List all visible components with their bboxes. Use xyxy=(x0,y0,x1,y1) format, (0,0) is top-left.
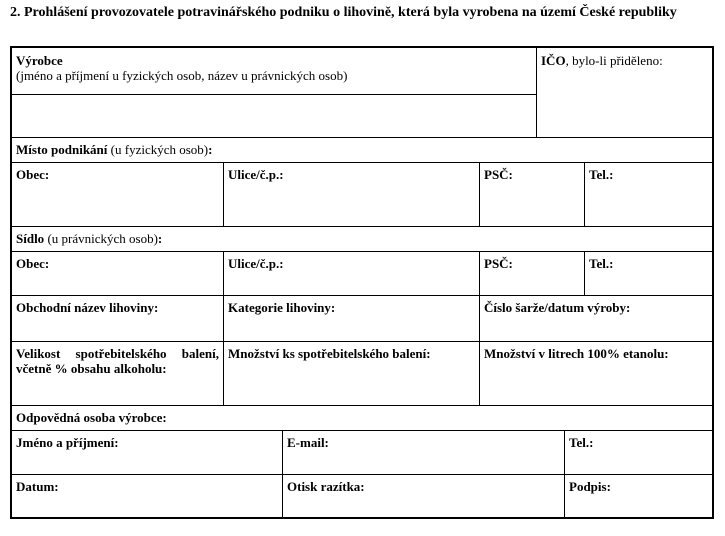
divider xyxy=(12,405,712,406)
divider xyxy=(223,295,224,405)
business-municipality-field: Obec: xyxy=(16,167,50,182)
divider xyxy=(223,251,224,295)
divider xyxy=(12,341,712,342)
divider xyxy=(12,137,712,138)
divider xyxy=(564,430,565,519)
business-street-field: Ulice/č.p.: xyxy=(228,167,284,182)
divider xyxy=(479,295,480,405)
stamp-field: Otisk razítka: xyxy=(287,479,365,494)
divider xyxy=(282,430,283,519)
registered-office-hint: (u právnických osob) xyxy=(44,231,158,246)
business-postcode-field: PSČ: xyxy=(484,167,513,182)
divider xyxy=(479,251,480,295)
batch-number-field: Číslo šarže/datum výroby: xyxy=(484,300,631,315)
manufacturer-label-text: Výrobce xyxy=(16,53,63,68)
ethanol-litres-field: Množství v litrech 100% etanolu: xyxy=(484,346,669,361)
divider xyxy=(536,48,537,137)
divider xyxy=(12,295,712,296)
colon: : xyxy=(157,231,163,246)
divider xyxy=(584,162,585,226)
declaration-form xyxy=(10,46,714,519)
package-size-field xyxy=(16,346,219,376)
office-phone-field: Tel.: xyxy=(589,256,614,271)
place-of-business-label-text: Místo podnikání xyxy=(16,142,108,157)
divider xyxy=(12,251,712,252)
package-size-line-2: včetně % obsahu alkoholu: xyxy=(16,361,167,376)
office-postcode-field: PSČ: xyxy=(484,256,513,271)
spirit-category-field: Kategorie lihoviny: xyxy=(228,300,336,315)
office-street-field: Ulice/č.p.: xyxy=(228,256,284,271)
ico-label xyxy=(541,53,663,68)
responsible-phone-field: Tel.: xyxy=(569,435,594,450)
divider xyxy=(12,474,712,475)
divider xyxy=(584,251,585,295)
colon: : xyxy=(208,142,213,157)
divider xyxy=(12,94,536,95)
form-section-title: 2. Prohlášení provozovatele potravinářského podniku o lihovině, která byla vyrobena na území České republiky xyxy=(10,5,677,20)
business-phone-field: Tel.: xyxy=(589,167,614,182)
place-of-business-hint: (u fyzických osob) xyxy=(107,142,209,157)
registered-office-label xyxy=(16,231,162,246)
responsible-person-label: Odpovědná osoba výrobce: xyxy=(16,410,167,425)
divider xyxy=(12,226,712,227)
package-size-line-1: Velikost spotřebitelského balení, xyxy=(16,346,219,361)
ico-hint: , bylo-li přiděleno: xyxy=(565,53,663,68)
signature-field: Podpis: xyxy=(569,479,611,494)
office-municipality-field: Obec: xyxy=(16,256,50,271)
ico-label-text: IČO xyxy=(541,53,566,68)
full-name-field: Jméno a příjmení: xyxy=(16,435,119,450)
divider xyxy=(12,162,712,163)
spirit-trade-name-field: Obchodní název lihoviny: xyxy=(16,300,159,315)
divider xyxy=(12,430,712,431)
email-field: E-mail: xyxy=(287,435,329,450)
manufacturer-label xyxy=(16,53,347,83)
date-field: Datum: xyxy=(16,479,59,494)
manufacturer-hint: (jméno a příjmení u fyzických osob, název u právnických osob) xyxy=(16,68,348,83)
divider xyxy=(223,162,224,226)
divider xyxy=(479,162,480,226)
package-count-field: Množství ks spotřebitelského balení: xyxy=(228,346,431,361)
registered-office-label-text: Sídlo xyxy=(16,231,45,246)
place-of-business-label xyxy=(16,142,212,157)
